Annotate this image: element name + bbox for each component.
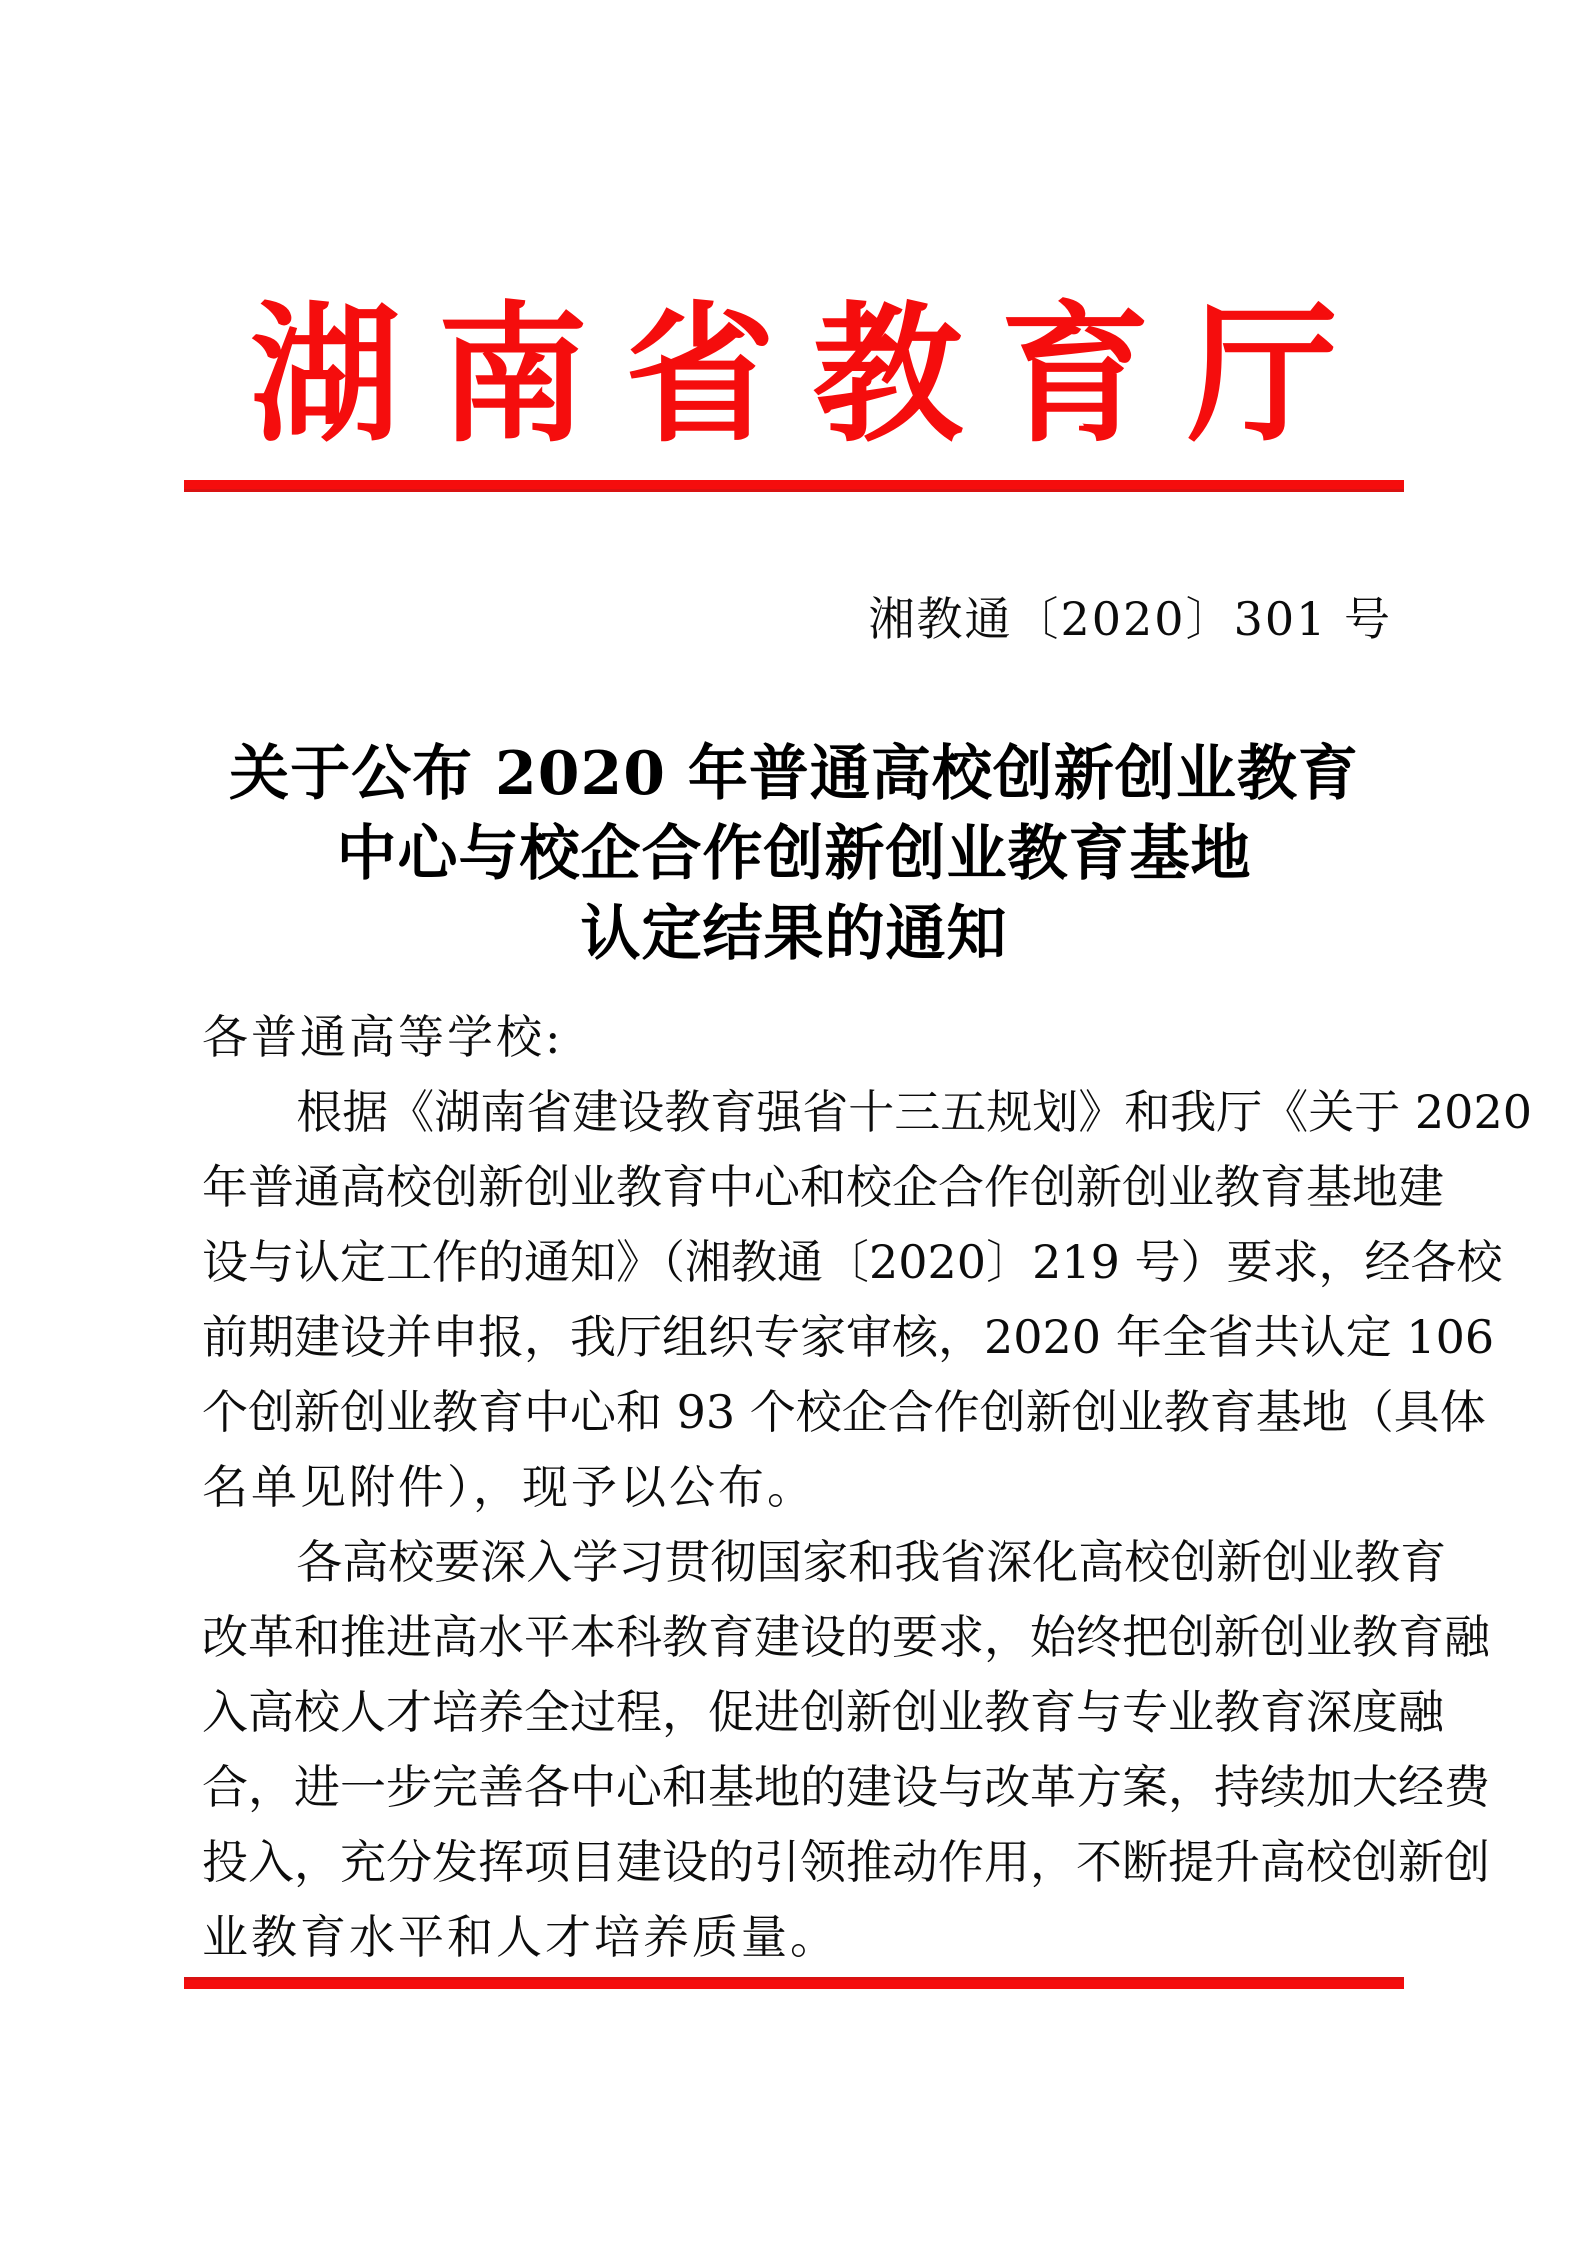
body-line: 根据《湖南省建设教育强省十三五规划》和我厅《关于 2020 — [296, 1085, 1532, 1139]
letterhead-double-rule — [184, 480, 1404, 492]
body-line: 设与认定工作的通知》（湘教通〔2020〕219 号）要求，经各校 — [202, 1235, 1503, 1289]
salutation-line: 各普通高等学校: — [202, 1010, 564, 1064]
page-content — [184, 287, 1532, 1989]
document-number: 湘教通〔2020〕301 号 — [868, 592, 1392, 646]
notice-title — [184, 734, 1404, 974]
body-line: 各高校要深入学习贯彻国家和我省深化高校创新创业教育 — [296, 1535, 1447, 1589]
body-line: 年普通高校创新创业教育中心和校企合作创新创业教育基地建 — [202, 1160, 1444, 1214]
notice-title-line-2: 中心与校企合作创新创业教育基地 — [336, 819, 1252, 889]
body-line: 合，进一步完善各中心和基地的建设与改革方案，持续加大经费 — [202, 1760, 1490, 1814]
body-line: 业教育水平和人才培养质量。 — [202, 1910, 839, 1964]
footer-double-rule — [184, 1977, 1404, 1989]
notice-title-line-1: 关于公布 2020 年普通高校创新创业教育 — [229, 739, 1359, 809]
body-line: 投入，充分发挥项目建设的引领推动作用，不断提升高校创新创 — [202, 1835, 1490, 1889]
body-line: 入高校人才培养全过程，促进创新创业教育与专业教育深度融 — [202, 1685, 1444, 1739]
body-line: 个创新创业教育中心和 93 个校企合作创新创业教育基地（具体 — [202, 1385, 1486, 1439]
notice-body — [184, 1000, 1532, 1975]
body-line: 前期建设并申报，我厅组织专家审核，2020 年全省共认定 106 — [202, 1310, 1495, 1364]
body-line: 名单见附件），现予以公布。 — [202, 1460, 816, 1514]
letterhead-org-name: 湖南省教育厅 — [250, 287, 1376, 463]
body-line: 改革和推进高水平本科教育建设的要求，始终把创新创业教育融 — [202, 1610, 1490, 1664]
notice-title-line-3: 认定结果的通知 — [580, 899, 1008, 969]
